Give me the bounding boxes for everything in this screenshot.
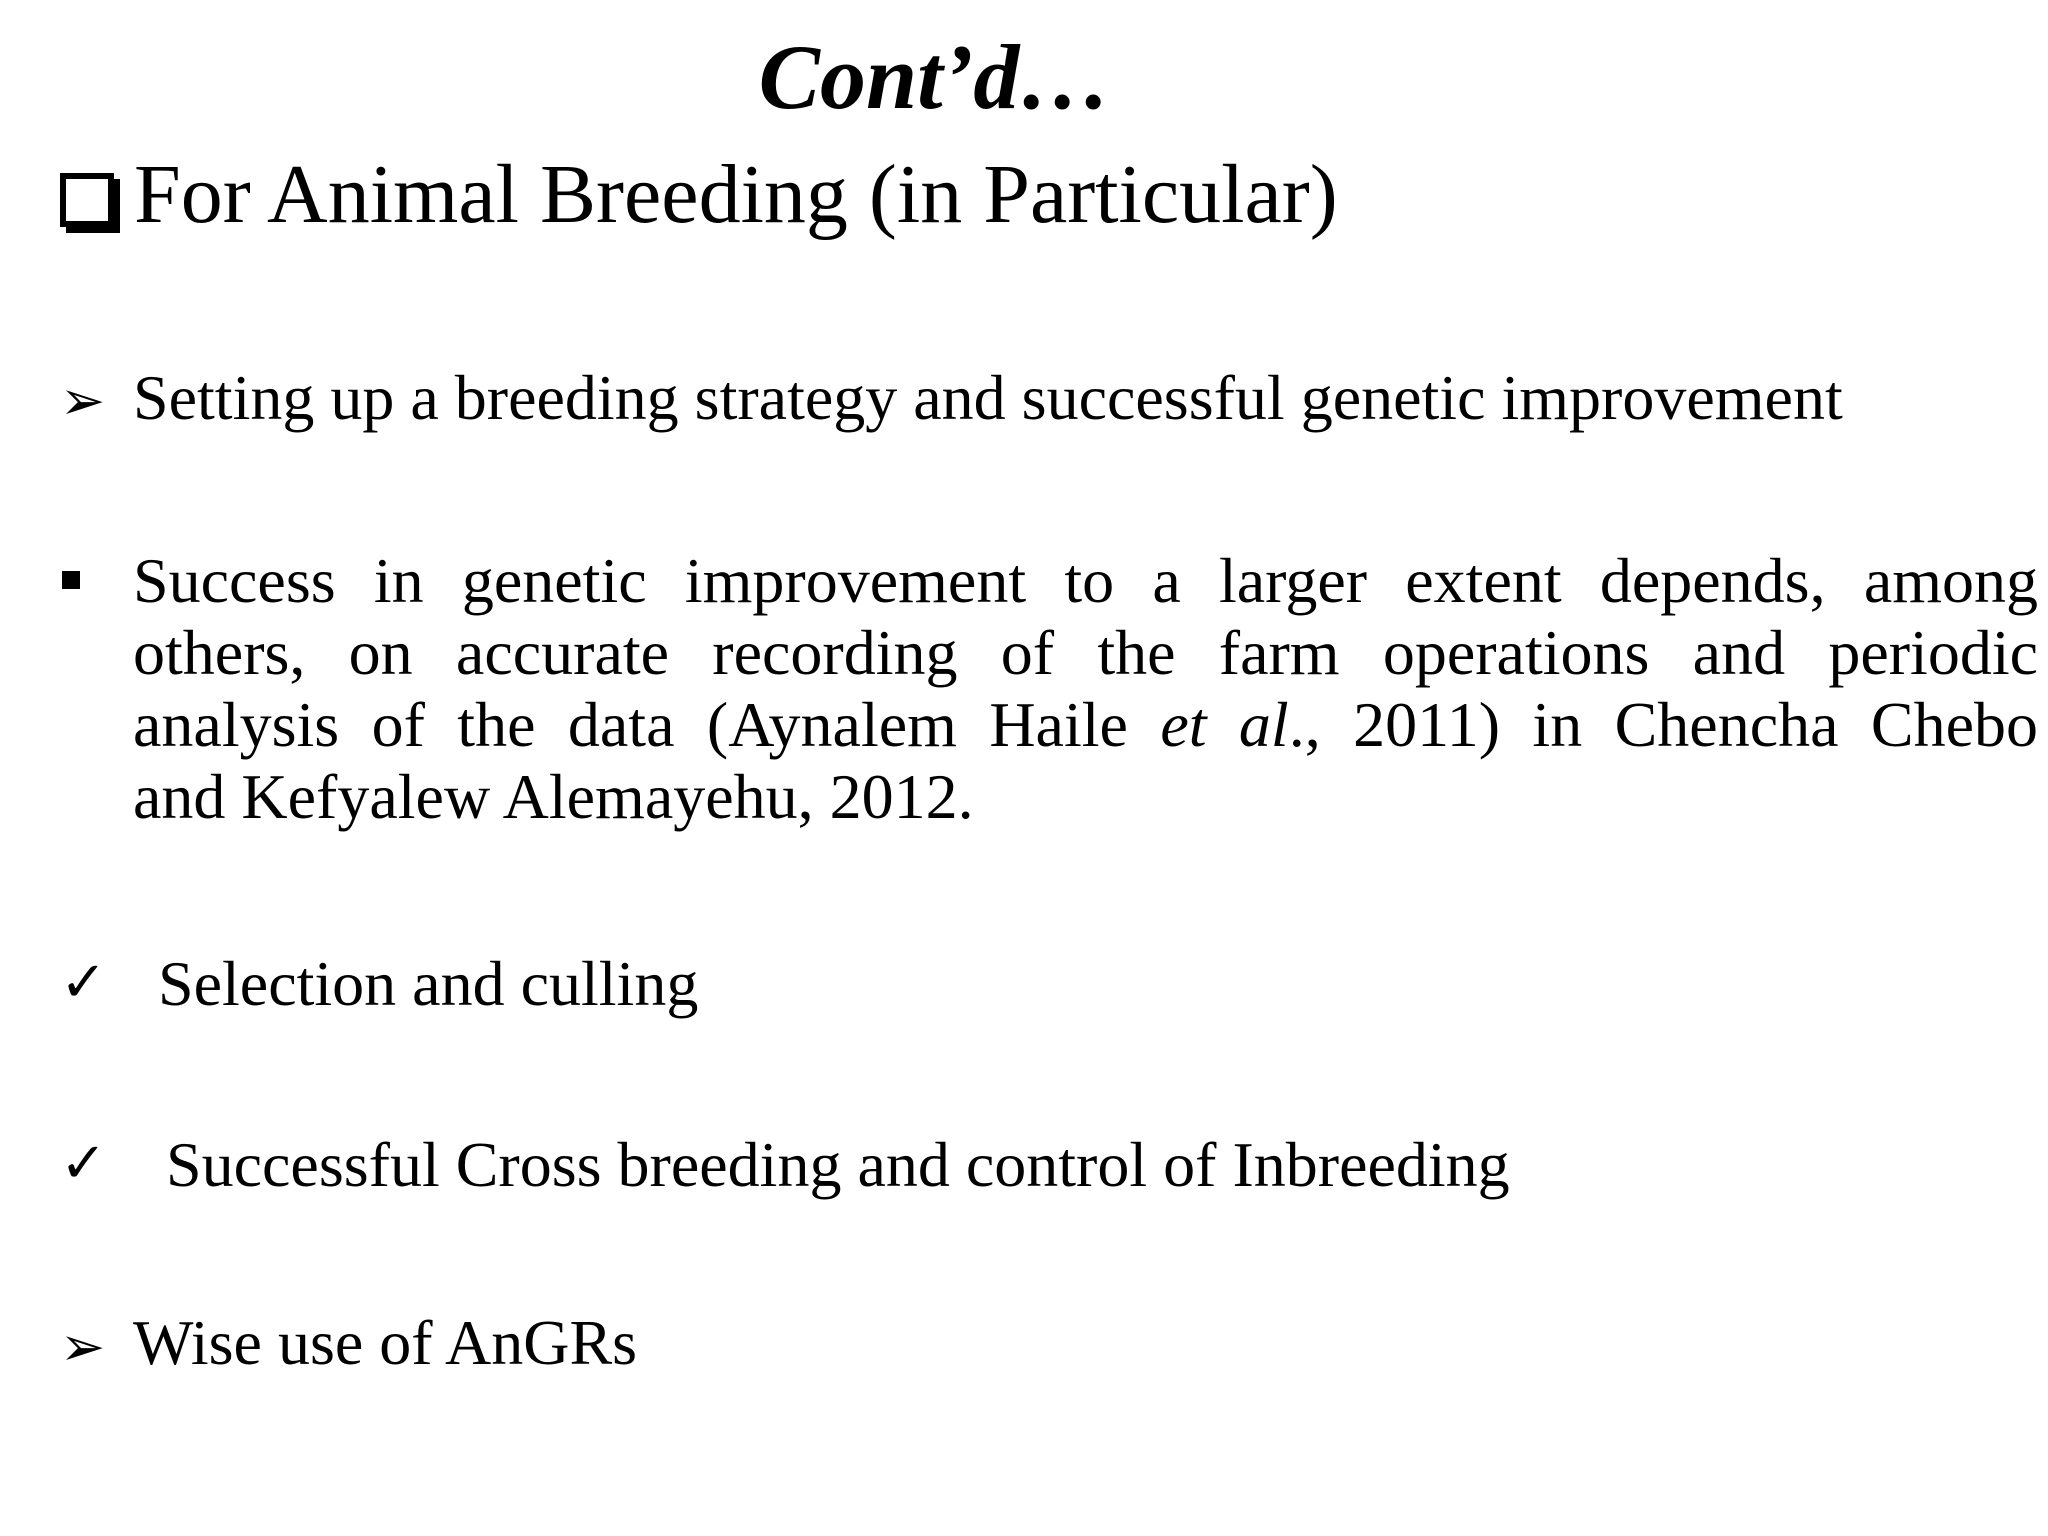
paragraph-line-segment: ., 2011) in Chencha Chebo <box>1288 689 2039 760</box>
checkbox-square-icon <box>60 173 114 227</box>
check-icon: ✓ <box>60 1133 107 1195</box>
square-bullet-icon <box>62 571 80 589</box>
paragraph <box>133 545 2038 833</box>
paragraph-line: and Kefyalew Alemayehu, 2012. <box>133 761 974 832</box>
check-icon: ✓ <box>60 952 107 1014</box>
arrow-bullet-icon: ➢ <box>60 371 106 431</box>
list-item-text: Selection and culling <box>158 948 699 1019</box>
paragraph-line: Success in genetic improvement to a larger extent depends, among <box>133 545 2038 616</box>
list-item-text: Setting up a breeding strategy and successful genetic improvement <box>133 362 1843 433</box>
paragraph-line-segment: analysis of the data (Aynalem Haile <box>133 689 1161 760</box>
list-item-text: Wise use of AnGRs <box>133 1307 638 1378</box>
section-heading <box>60 140 1338 250</box>
slide-title: Cont’d… <box>758 26 1112 128</box>
citation-italic: et al <box>1160 689 1289 760</box>
arrow-bullet-icon: ➢ <box>60 1317 106 1377</box>
section-heading-text: For Animal Breeding (in Particular) <box>134 148 1338 241</box>
paragraph-line <box>133 689 2038 761</box>
list-item-text: Successful Cross breeding and control of Inbreeding <box>166 1129 1510 1200</box>
paragraph-line: others, on accurate recording of the farm operations and periodic <box>133 617 2038 688</box>
